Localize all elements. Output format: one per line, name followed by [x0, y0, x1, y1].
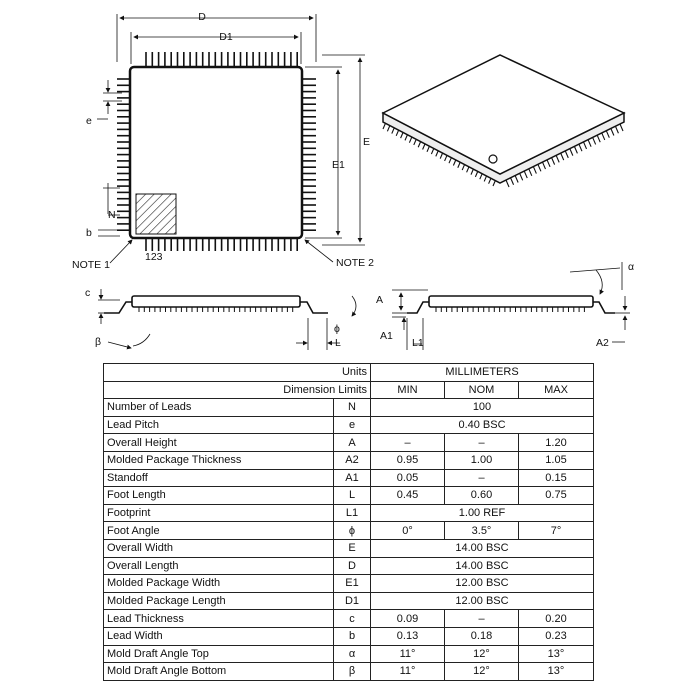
table-row	[104, 416, 594, 434]
dimension-max: 7°	[519, 522, 594, 540]
dimension-min: 0.09	[371, 610, 445, 628]
lead-pin	[511, 178, 514, 185]
label-L1: L1	[412, 337, 424, 349]
lead-pin	[606, 131, 609, 138]
lead-pin	[588, 140, 591, 147]
lead-pin	[538, 164, 541, 171]
dimension-name: Molded Package Width	[104, 575, 334, 593]
dimension-name: Footprint	[104, 504, 334, 522]
table-row	[104, 522, 594, 540]
col-min: MIN	[371, 381, 445, 399]
table-row	[104, 627, 594, 645]
table-header-limits	[104, 381, 594, 399]
dimension-value: 100	[371, 399, 594, 417]
label-E: E	[363, 136, 371, 148]
dimension-name: Molded Package Thickness	[104, 451, 334, 469]
lead-pin	[584, 142, 587, 149]
dimension-symbol: c	[334, 610, 371, 628]
dimension-value: 14.00 BSC	[371, 539, 594, 557]
table-row	[104, 504, 594, 522]
lead-pin	[529, 169, 532, 176]
dimension-min: 0.95	[371, 451, 445, 469]
dimension-max: 0.75	[519, 487, 594, 505]
label-E1: E1	[332, 159, 345, 171]
label-alpha: α	[628, 261, 635, 273]
lead-pin	[524, 171, 527, 178]
table-row	[104, 663, 594, 681]
dimension-symbol: e	[334, 416, 371, 434]
side-body	[132, 296, 300, 307]
table-row	[104, 610, 594, 628]
lead-pin	[570, 149, 573, 156]
lead-pin	[556, 155, 559, 162]
label-D1: D1	[219, 31, 233, 43]
dimension-min: 0.13	[371, 627, 445, 645]
label-phi: ϕ	[334, 323, 340, 335]
dimension-symbol: L	[334, 487, 371, 505]
dimension-value: 1.00 REF	[371, 504, 594, 522]
lead-pin	[611, 128, 614, 135]
table-row	[104, 451, 594, 469]
table-row	[104, 469, 594, 487]
dimension-symbol: β	[334, 663, 371, 681]
side-view-left	[98, 289, 356, 350]
dimension-max: 13°	[519, 663, 594, 681]
table-row	[104, 399, 594, 417]
label-A: A	[376, 294, 384, 306]
lead-pin	[552, 158, 555, 165]
lead-pin	[533, 167, 536, 174]
side-lead-left	[104, 302, 132, 313]
dimension-symbol: D1	[334, 592, 371, 610]
dimension-symbol: L1	[334, 504, 371, 522]
table-row	[104, 575, 594, 593]
dimension-name: Number of Leads	[104, 399, 334, 417]
dimension-name: Lead Width	[104, 627, 334, 645]
dimension-name: Overall Length	[104, 557, 334, 575]
table-header-units	[104, 364, 594, 382]
label-b: b	[86, 227, 92, 239]
dimension-symbol: α	[334, 645, 371, 663]
table-row	[104, 645, 594, 663]
dimension-name: Lead Thickness	[104, 610, 334, 628]
right-leads	[302, 79, 316, 230]
lead-pin	[506, 180, 509, 187]
bottom-leads	[146, 238, 297, 251]
lead-pin	[515, 176, 518, 183]
lead-pin	[574, 146, 577, 153]
dimension-name: Overall Width	[104, 539, 334, 557]
label-N: N	[108, 209, 116, 221]
units-label: Units	[104, 364, 371, 382]
dimension-nom: –	[445, 469, 519, 487]
lead-pin	[615, 126, 618, 133]
dimension-max: 0.15	[519, 469, 594, 487]
dimension-nom: 0.18	[445, 627, 519, 645]
iso-body-top	[383, 55, 624, 174]
label-L: L	[335, 337, 341, 349]
lead-pin	[542, 162, 545, 169]
dimension-min: 0.45	[371, 487, 445, 505]
table-row	[104, 539, 594, 557]
dimension-min: 0.05	[371, 469, 445, 487]
dimension-symbol: b	[334, 627, 371, 645]
dimension-min: 11°	[371, 645, 445, 663]
table-row	[104, 434, 594, 452]
lead-pin	[565, 151, 568, 158]
lead-pin	[593, 137, 596, 144]
lead-pin	[620, 124, 623, 131]
table-row	[104, 487, 594, 505]
label-note1: NOTE 1	[72, 259, 110, 271]
dimension-symbol: A	[334, 434, 371, 452]
left-leads	[117, 79, 130, 230]
dimension-nom: 12°	[445, 645, 519, 663]
dimension-nom: –	[445, 434, 519, 452]
dimension-value: 12.00 BSC	[371, 575, 594, 593]
dimension-value: 12.00 BSC	[371, 592, 594, 610]
lead-pin	[579, 144, 582, 151]
dimension-name: Foot Angle	[104, 522, 334, 540]
dimension-nom: –	[445, 610, 519, 628]
dimension-symbol: N	[334, 399, 371, 417]
lead-pin	[561, 153, 564, 160]
label-D: D	[198, 11, 206, 23]
dimension-min: 11°	[371, 663, 445, 681]
dimension-symbol: A1	[334, 469, 371, 487]
lead-pin	[520, 173, 523, 180]
label-beta: β	[95, 336, 102, 348]
dimension-symbol: A2	[334, 451, 371, 469]
dimension-nom: 3.5°	[445, 522, 519, 540]
dimension-symbol: ϕ	[334, 522, 371, 540]
dimension-nom: 1.00	[445, 451, 519, 469]
dimension-symbol: D	[334, 557, 371, 575]
table-row	[104, 592, 594, 610]
dimension-max: 1.20	[519, 434, 594, 452]
dimension-name: Lead Pitch	[104, 416, 334, 434]
dimension-min: –	[371, 434, 445, 452]
lead-pin	[602, 133, 605, 140]
side-body-2	[429, 296, 593, 307]
pin1-hatch-area	[136, 194, 176, 234]
side-view-right	[392, 262, 630, 350]
col-nom: NOM	[445, 381, 519, 399]
dimension-table	[103, 363, 594, 681]
label-c: c	[85, 287, 91, 299]
dimension-nom: 0.60	[445, 487, 519, 505]
dimension-max: 13°	[519, 645, 594, 663]
table-row	[104, 557, 594, 575]
label-pin-numbers: 123	[145, 251, 163, 263]
units-value: MILLIMETERS	[371, 364, 594, 382]
isometric-view	[383, 55, 624, 187]
label-e: e	[86, 115, 92, 127]
dimension-limits-label: Dimension Limits	[104, 381, 371, 399]
side-lead-right	[300, 302, 328, 313]
dimension-name: Mold Draft Angle Bottom	[104, 663, 334, 681]
dimension-name: Foot Length	[104, 487, 334, 505]
top-leads	[146, 52, 297, 67]
dimension-name: Overall Height	[104, 434, 334, 452]
dimension-name: Molded Package Length	[104, 592, 334, 610]
dimension-name: Standoff	[104, 469, 334, 487]
dimension-nom: 12°	[445, 663, 519, 681]
dimension-value: 0.40 BSC	[371, 416, 594, 434]
dimension-min: 0°	[371, 522, 445, 540]
dimension-value: 14.00 BSC	[371, 557, 594, 575]
lead-pin	[547, 160, 550, 167]
dimension-max: 0.23	[519, 627, 594, 645]
label-A1: A1	[380, 330, 393, 342]
dimension-name: Mold Draft Angle Top	[104, 645, 334, 663]
dimension-symbol: E1	[334, 575, 371, 593]
lead-pin	[597, 135, 600, 142]
dimension-symbol: E	[334, 539, 371, 557]
label-A2: A2	[596, 337, 609, 349]
label-note2: NOTE 2	[336, 257, 374, 269]
col-max: MAX	[519, 381, 594, 399]
dimension-max: 0.20	[519, 610, 594, 628]
top-view	[97, 14, 365, 263]
dimension-max: 1.05	[519, 451, 594, 469]
